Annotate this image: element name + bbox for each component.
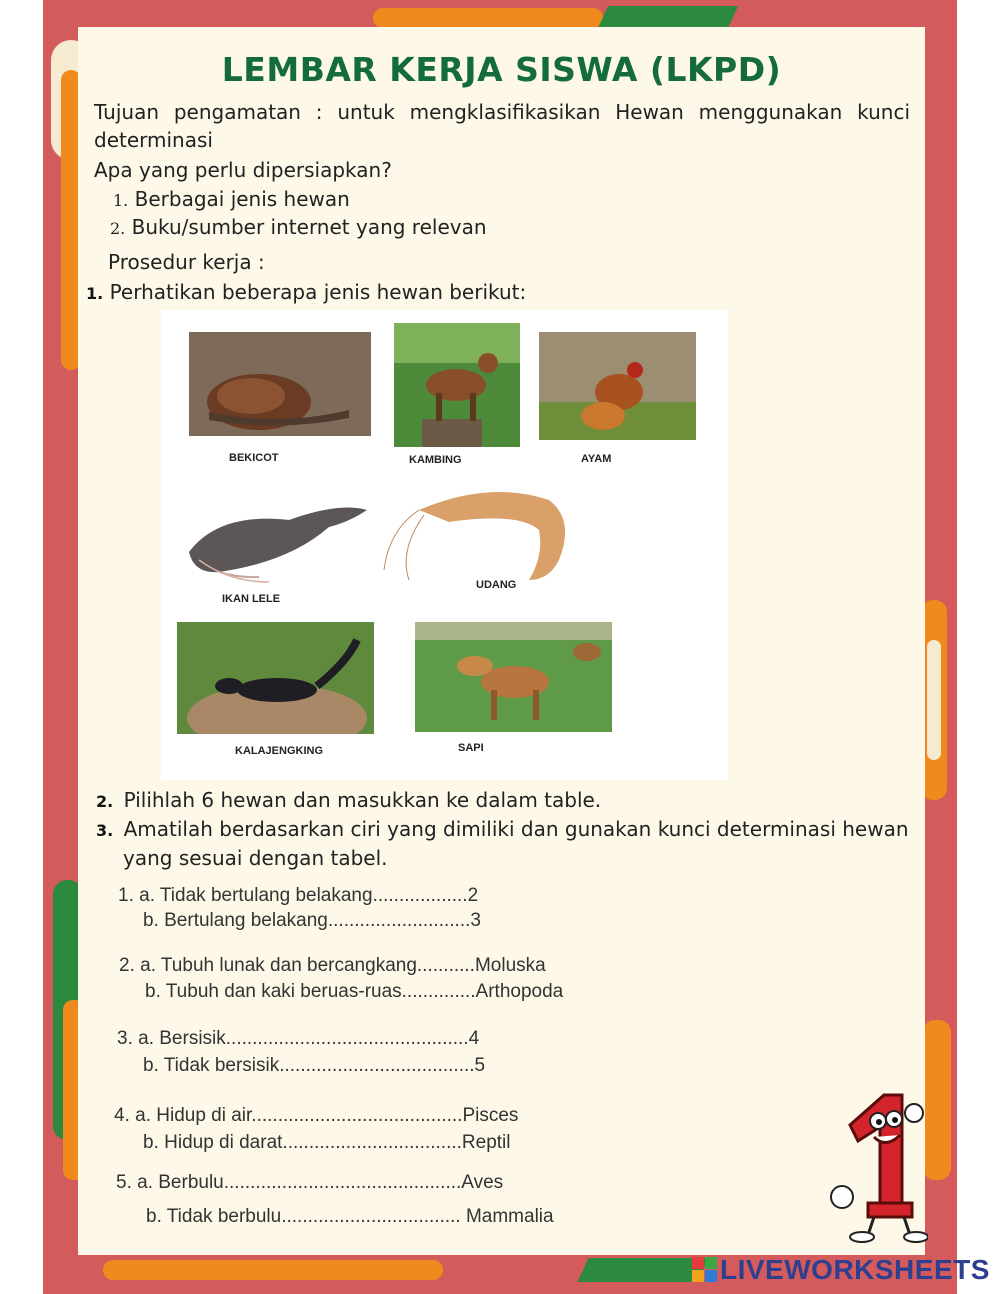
key-item-b: b. Tubuh dan kaki beruas-ruas..............Arthopoda [145,981,564,1002]
animal-label: KALAJENGKING [235,745,324,757]
animal-label: KAMBING [409,454,462,466]
key-item-a: 2. a. Tubuh lunak dan bercangkang...........Moluska [119,955,546,976]
animal-label: UDANG [476,579,517,591]
step-3-continued: yang sesuai dengan tabel. [123,846,388,870]
liveworksheets-badge-icon [692,1257,718,1283]
key-item-b: b. Hidup di darat..................................Reptil [143,1132,511,1153]
brand-name: LIVEWORKSHEETS [720,1254,990,1285]
procedure-label: Prosedur kerja : [108,250,265,274]
animal-label: SAPI [458,742,484,754]
step-3: 3. Amatilah berdasarkan ciri yang dimiliki dan gunakan kunci determinasi hewan [96,817,909,841]
shrimp-image [379,470,579,585]
step-1: 1. Perhatikan beberapa jenis hewan berikut: [86,280,527,304]
step-2: 2. Pilihlah 6 hewan dan masukkan ke dalam table. [96,788,602,812]
key-item-a: 1. a. Tidak bertulang belakang..................2 [118,885,479,906]
animal-label: BEKICOT [229,452,279,464]
catfish-image [179,482,374,592]
key-item-b: b. Bertulang belakang...........................3 [143,910,481,931]
purpose-text: Tujuan pengamatan : untuk mengklasifikasikan Hewan menggunakan kunci determinasi [94,100,910,152]
chicken-image [539,332,696,440]
animal-label: AYAM [581,453,612,465]
key-item-a: 5. a. Berbulu.............................................Aves [116,1172,504,1193]
prepare-question: Apa yang perlu dipersiapkan? [94,158,392,182]
prepare-item: 2. Buku/sumber internet yang relevan [110,215,487,239]
page-title: LEMBAR KERJA SISWA (LKPD) [221,50,782,89]
key-item-a: 4. a. Hidup di air........................................Pisces [114,1105,519,1126]
liveworksheets-logo [690,1252,1000,1288]
cow-image [415,622,612,732]
animal-label: IKAN LELE [222,593,281,605]
snail-image [189,332,371,436]
key-item-b: b. Tidak bersisik.....................................5 [143,1055,486,1076]
animal-photo-panel [161,310,728,780]
prepare-item: 1. Berbagai jenis hewan [113,187,350,211]
key-item-a: 3. a. Bersisik..............................................4 [117,1028,480,1049]
goat-image [394,323,520,447]
key-item-b: b. Tidak berbulu.................................. Mammalia [146,1206,554,1227]
number-one-mascot-icon [828,1085,928,1245]
scorpion-image [177,622,374,734]
